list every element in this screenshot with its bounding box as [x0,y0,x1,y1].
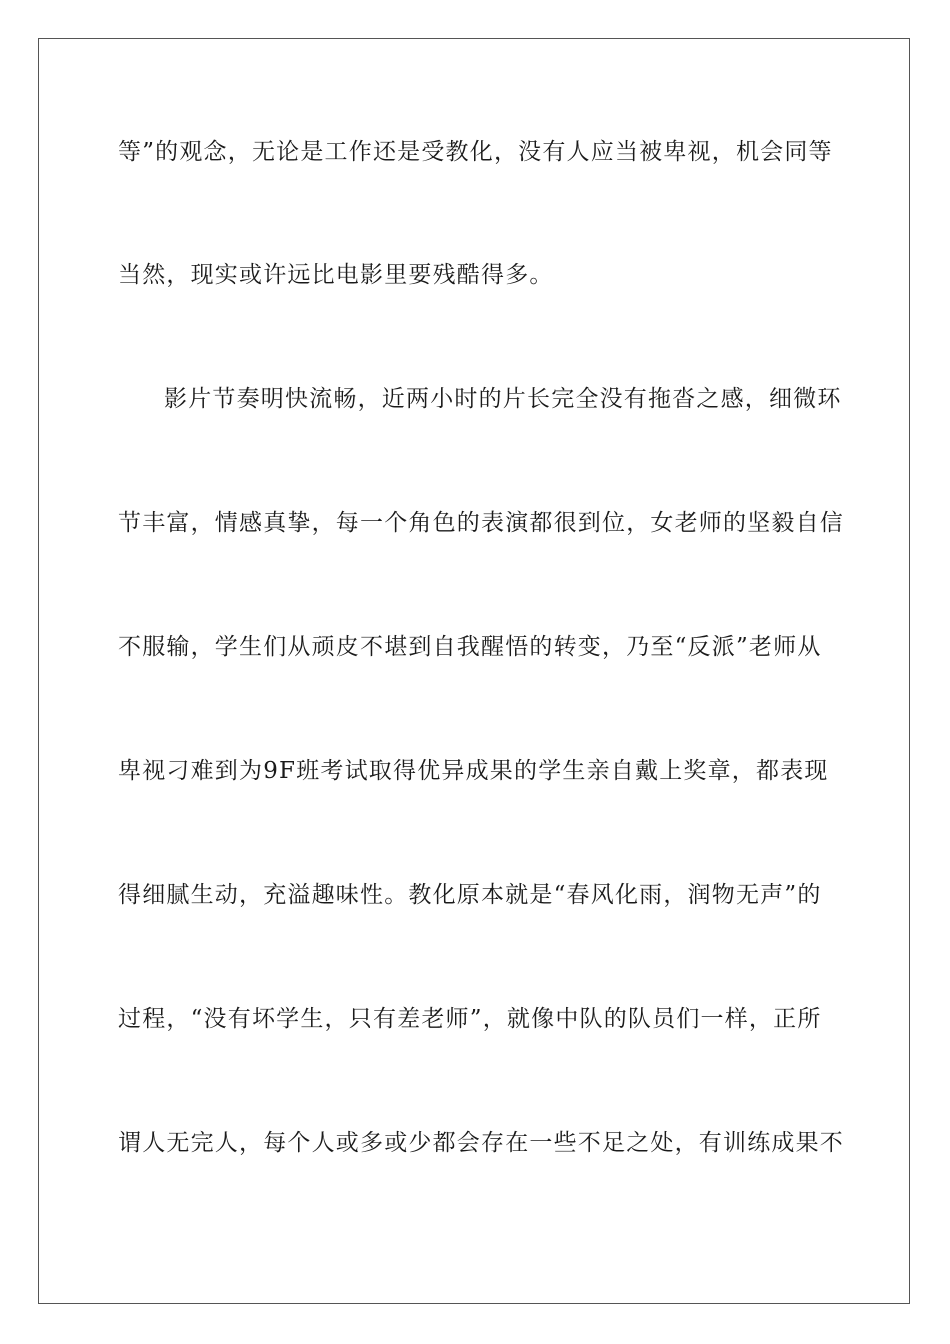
text-line-6: 卑视刁难到为9F班考试取得优异成果的学生亲自戴上奖章，都表现 [118,758,829,784]
text-line-4: 节丰富，情感真挚，每一个角色的表演都很到位，女老师的坚毅自信 [118,510,844,536]
text-line-3-paragraph-start: 影片节奏明快流畅，近两小时的片长完全没有拖沓之感，细微环 [164,386,842,412]
text-line-2: 当然，现实或许远比电影里要残酷得多。 [118,262,554,288]
text-line-7: 得细腻生动，充溢趣味性。教化原本就是“春风化雨，润物无声”的 [118,882,822,908]
page-border [38,38,910,1304]
text-line-1: 等”的观念，无论是工作还是受教化，没有人应当被卑视，机会同等 [118,139,833,165]
text-line-9: 谓人无完人，每个人或多或少都会存在一些不足之处，有训练成果不 [118,1130,844,1156]
text-line-5: 不服输，学生们从顽皮不堪到自我醒悟的转变，乃至“反派”老师从 [118,634,822,660]
text-line-8: 过程，“没有坏学生，只有差老师”，就像中队的队员们一样，正所 [118,1006,822,1032]
